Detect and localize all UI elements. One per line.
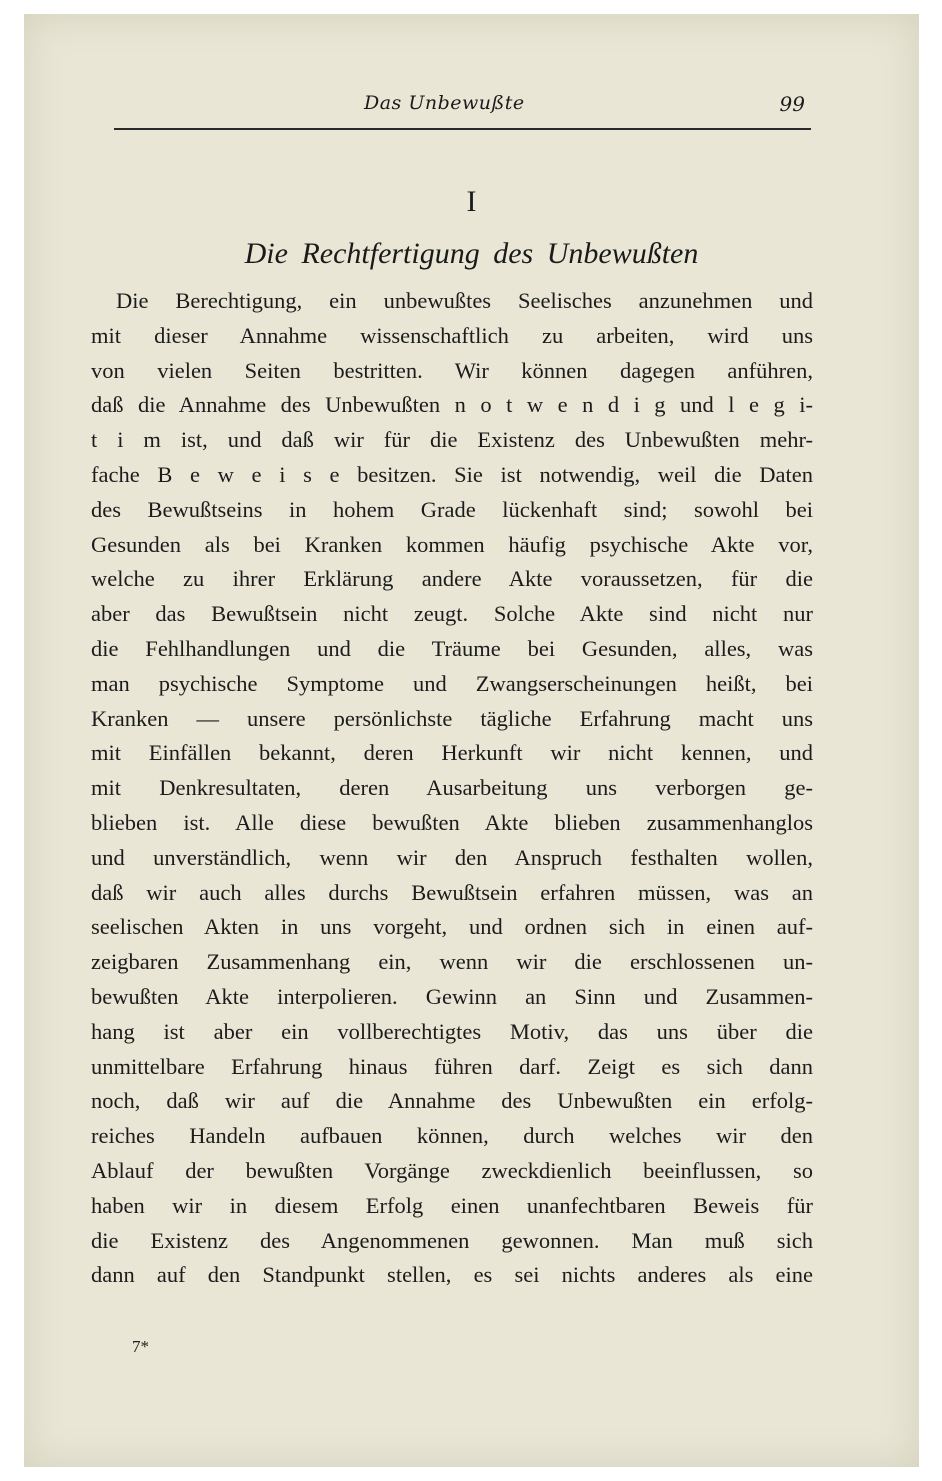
text-line: t i m ist, und daß wir für die Existenz des Unbewußten mehr- — [91, 427, 813, 453]
page-number: 99 — [779, 92, 805, 116]
page-header — [114, 84, 811, 130]
text-line: zeigbaren Zusammenhang ein, wenn wir die erschlossenen un- — [91, 949, 813, 975]
text-line: haben wir in diesem Erfolg einen unanfechtbaren Beweis für — [91, 1192, 813, 1218]
text-line: hang ist aber ein vollberechtigtes Motiv, das uns über die — [91, 1018, 813, 1044]
text-line: fache B e w e i s e besitzen. Sie ist notwendig, weil die Daten — [91, 461, 813, 487]
text-line: daß die Annahme des Unbewußten n o t w e n d i g und l e g i- — [91, 392, 813, 418]
text-line: mit Einfällen bekannt, deren Herkunft wir nicht kennen, und — [91, 740, 813, 766]
text-line: mit dieser Annahme wissenschaftlich zu arbeiten, wird uns — [91, 322, 813, 348]
text-line: des Bewußtseins in hohem Grade lückenhaft sind; sowohl bei — [91, 496, 813, 522]
chapter-title: Die Rechtfertigung des Unbewußten — [244, 237, 699, 270]
text-line: aber das Bewußtsein nicht zeugt. Solche Akte sind nicht nur — [91, 601, 813, 627]
text-line: blieben ist. Alle diese bewußten Akte blieben zusammenhanglos — [91, 809, 813, 835]
text-line: Ablauf der bewußten Vorgänge zweckdienlich beeinflussen, so — [91, 1157, 813, 1183]
running-head: Das Unbewußte — [364, 92, 525, 114]
text-line: Gesunden als bei Kranken kommen häufig psychische Akte vor, — [91, 531, 813, 557]
text-line: reiches Handeln aufbauen können, durch welches wir den — [91, 1123, 813, 1149]
text-line: daß wir auch alles durchs Bewußtsein erfahren müssen, was an — [91, 879, 813, 905]
text-line: noch, daß wir auf die Annahme des Unbewußten ein erfolg- — [91, 1088, 813, 1114]
text-line: unmittelbare Erfahrung hinaus führen darf. Zeigt es sich dann — [91, 1053, 813, 1079]
text-line: mit Denkresultaten, deren Ausarbeitung uns verborgen ge- — [91, 775, 813, 801]
text-line: dann auf den Standpunkt stellen, es sei nichts anderes als eine — [91, 1262, 813, 1288]
text-line: und unverständlich, wenn wir den Anspruch festhalten wollen, — [91, 844, 813, 870]
header-rule — [114, 128, 811, 130]
text-line: welche zu ihrer Erklärung andere Akte voraussetzen, für die — [91, 566, 813, 592]
text-line: Kranken — unsere persönlichste tägliche Erfahrung macht uns — [91, 705, 813, 731]
chapter-number: I — [466, 185, 477, 218]
text-line: man psychische Symptome und Zwangserscheinungen heißt, bei — [91, 670, 813, 696]
text-line: die Fehlhandlungen und die Träume bei Gesunden, alles, was — [91, 635, 813, 661]
text-line: die Existenz des Angenommenen gewonnen. Man muß sich — [91, 1227, 813, 1253]
signature-mark: 7* — [132, 1337, 149, 1356]
text-line: bewußten Akte interpolieren. Gewinn an Sinn und Zusammen- — [91, 983, 813, 1009]
text-line: seelischen Akten in uns vorgeht, und ordnen sich in einen auf- — [91, 914, 813, 940]
text-line: von vielen Seiten bestritten. Wir können dagegen anführen, — [91, 357, 813, 383]
text-line: Die Berechtigung, ein unbewußtes Seelisches anzunehmen und — [116, 288, 813, 313]
body-paragraph — [91, 284, 813, 1293]
book-page — [24, 14, 919, 1467]
